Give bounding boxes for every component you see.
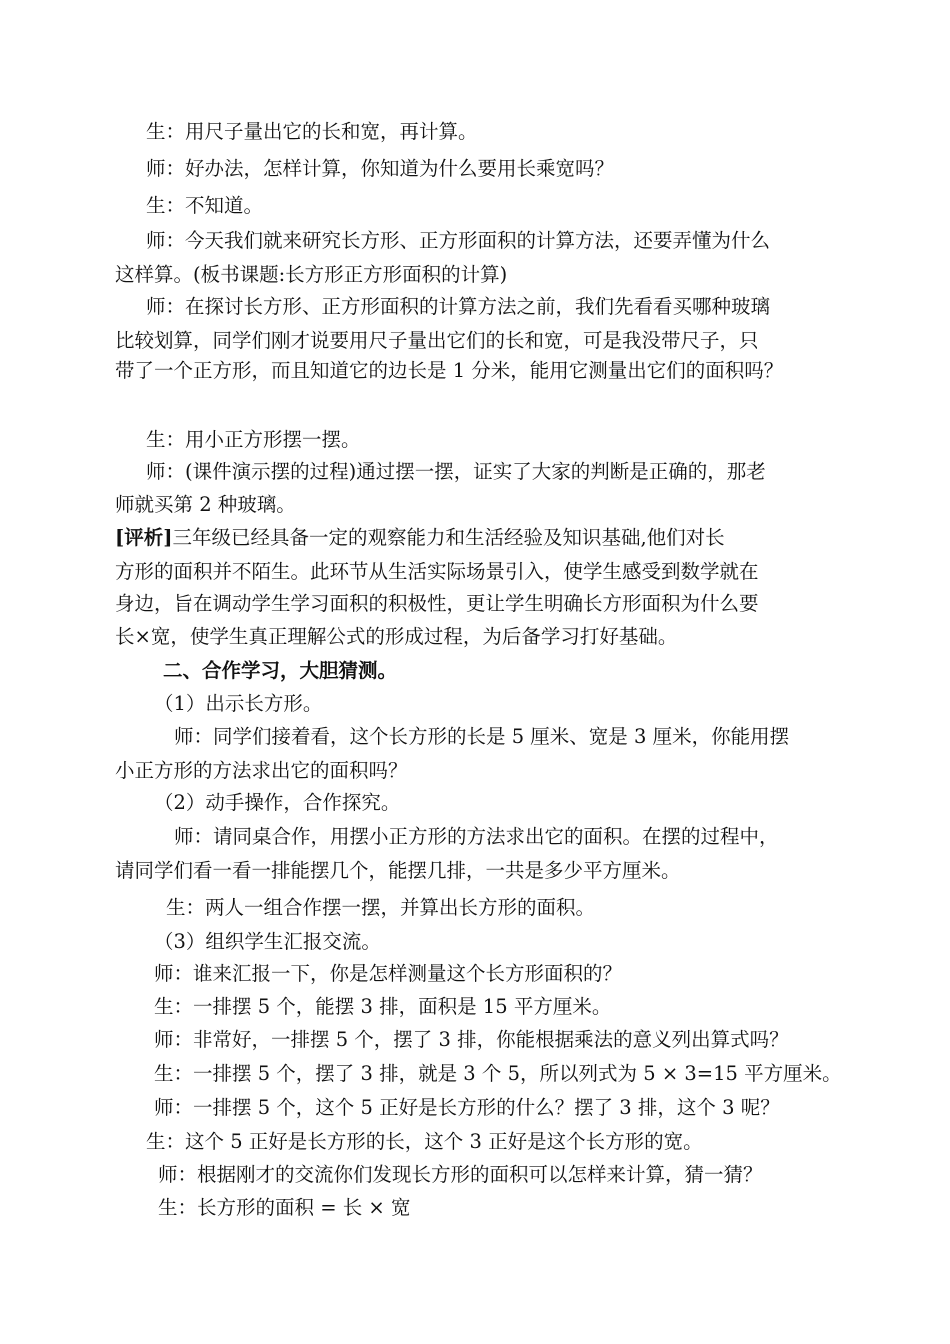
step-heading: （3）组织学生汇报交流。 — [154, 930, 381, 953]
step-heading: （2）动手操作，合作探究。 — [154, 791, 401, 814]
text-line: 长×宽，使学生真正理解公式的形成过程，为后备学习打好基础。 — [115, 625, 678, 648]
text-line: 小正方形的方法求出它的面积吗？ — [115, 759, 408, 782]
text-line: 师：根据刚才的交流你们发现长方形的面积可以怎样来计算，猜一猜？ — [158, 1163, 763, 1186]
text-line: 方形的面积并不陌生。此环节从生活实际场景引入，使学生感受到数学就在 — [115, 560, 759, 583]
text-line: 师：谁来汇报一下，你是怎样测量这个长方形面积的？ — [154, 962, 623, 985]
comment-line — [115, 524, 725, 552]
text-line: 生：一排摆 5 个，摆了 3 排，就是 3 个 5，所以列式为 5 × 3=15 平方厘米。 — [154, 1062, 842, 1085]
text-line: 师：好办法，怎样计算，你知道为什么要用长乘宽吗？ — [146, 157, 615, 180]
text-line: 师：请同桌合作，用摆小正方形的方法求出它的面积。在摆的过程中， — [174, 825, 779, 848]
text-line: 生：两人一组合作摆一摆，并算出长方形的面积。 — [166, 896, 596, 919]
step-heading: （1）出示长方形。 — [154, 692, 323, 715]
comment-label: [评析] — [115, 526, 173, 549]
text-line: 师：今天我们就来研究长方形、正方形面积的计算方法，还要弄懂为什么 — [146, 229, 771, 252]
text-line: 师：(课件演示摆的过程)通过摆一摆，证实了大家的判断是正确的，那老 — [146, 460, 766, 483]
text-line: 比较划算，同学们刚才说要用尺子量出它们的长和宽，可是我没带尺子，只 — [115, 329, 759, 352]
text-line: 师：在探讨长方形、正方形面积的计算方法之前，我们先看看买哪种玻璃 — [146, 295, 771, 318]
text-line: 这样算。(板书课题:长方形正方形面积的计算) — [115, 263, 508, 286]
text-line: 生：这个 5 正好是长方形的长，这个 3 正好是这个长方形的宽。 — [146, 1130, 703, 1153]
text-line: 生：一排摆 5 个，能摆 3 排，面积是 15 平方厘米。 — [154, 995, 612, 1018]
text-line: 带了一个正方形，而且知道它的边长是 1 分米，能用它测量出它们的面积吗？ — [115, 359, 784, 382]
comment-text: 三年级已经具备一定的观察能力和生活经验及知识基础,他们对长 — [172, 526, 725, 549]
text-line: 生：不知道。 — [146, 194, 264, 217]
text-line: 请同学们看一看一排能摆几个，能摆几排，一共是多少平方厘米。 — [115, 859, 681, 882]
text-line: 生：用尺子量出它的长和宽，再计算。 — [146, 120, 478, 143]
text-line: 师：一排摆 5 个，这个 5 正好是长方形的什么？摆了 3 排，这个 3 呢？ — [154, 1096, 780, 1119]
text-line: 师：同学们接着看，这个长方形的长是 5 厘米、宽是 3 厘米，你能用摆 — [174, 725, 790, 748]
text-line: 生：用小正方形摆一摆。 — [146, 428, 361, 451]
text-line: 师就买第 2 种玻璃。 — [115, 493, 296, 516]
section-heading: 二、合作学习，大胆猜测。 — [163, 659, 398, 682]
text-line: 生：长方形的面积 = 长 × 宽 — [158, 1196, 411, 1219]
text-line: 身边，旨在调动学生学习面积的积极性，更让学生明确长方形面积为什么要 — [115, 592, 759, 615]
text-line: 师：非常好，一排摆 5 个，摆了 3 排，你能根据乘法的意义列出算式吗？ — [154, 1028, 789, 1051]
